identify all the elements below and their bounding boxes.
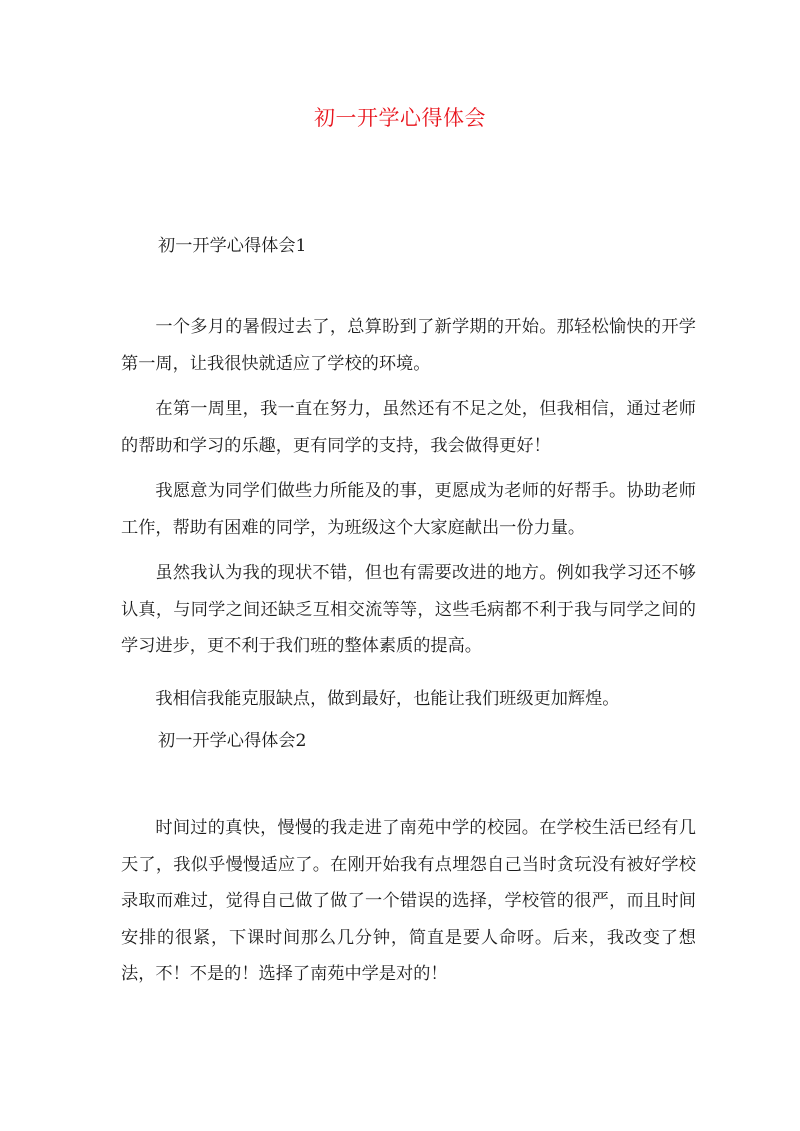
paragraph: 时间过的真快，慢慢的我走进了南苑中学的校园。在学校生活已经有几天了，我似乎慢慢适应了。在刚开始我有点埋怨自己当时贪玩没有被好学校录取而难过，觉得自己做了做了一个错误的选择，学校管的很严，而且时间安排的很紧，下课时间那么几分钟，简直是要人命呀。后来，我改变了想法，不！不是的！选择了南苑中学是对的！ (121, 818, 696, 984)
paragraph: 一个多月的暑假过去了，总算盼到了新学期的开始。那轻松愉快的开学第一周，让我很快就适应了学校的环境。 (121, 317, 696, 374)
section-heading-2: 初一开学心得体会2 (158, 731, 307, 751)
paragraph: 在第一周里，我一直在努力，虽然还有不足之处，但我相信，通过老师的帮助和学习的乐趣，更有同学的支持，我会做得更好！ (121, 399, 696, 456)
section-heading-1: 初一开学心得体会1 (158, 236, 307, 256)
paragraph: 我相信我能克服缺点，做到最好，也能让我们班级更加辉煌。 (155, 689, 620, 709)
paragraph: 我愿意为同学们做些力所能及的事，更愿成为老师的好帮手。协助老师工作，帮助有困难的同学，为班级这个大家庭献出一份力量。 (121, 481, 696, 538)
paragraph: 虽然我认为我的现状不错，但也有需要改进的地方。例如我学习还不够认真，与同学之间还缺乏互相交流等等，这些毛病都不利于我与同学之间的学习进步，更不利于我们班的整体素质的提高。 (121, 563, 696, 656)
document-title: 初一开学心得体会 (314, 106, 486, 130)
